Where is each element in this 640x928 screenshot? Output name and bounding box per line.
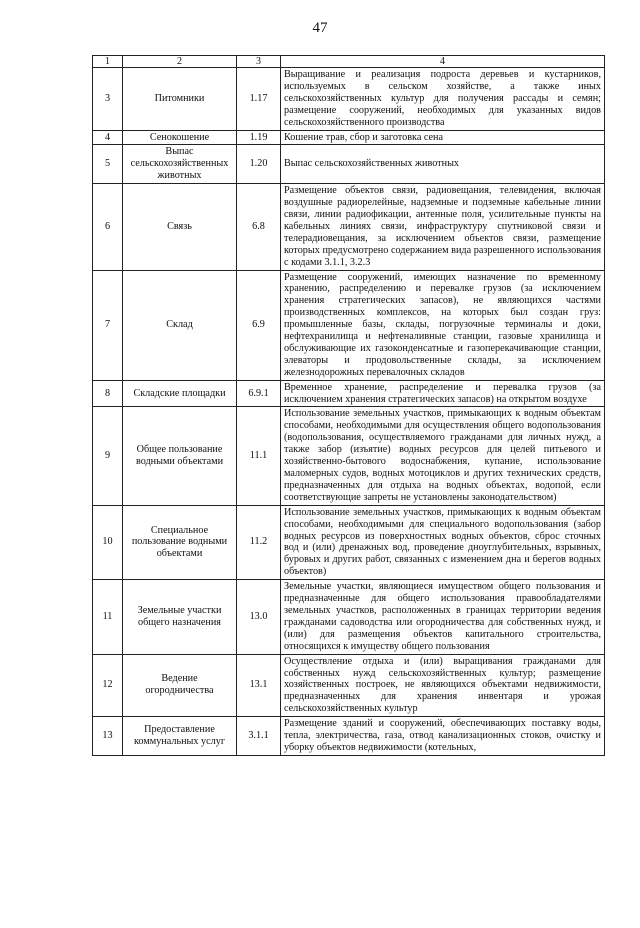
land-use-description: Размещение сооружений, имеющих назначение по временному хранению, распределению и перевалке грузов (за исключением хранения стратегических запасов), не являющихся частями производственных комплексов, на которых был создан груз: промышленные базы, склады, погрузочные терминалы и доки, нефтехранилища и нефтеналивные станции, газовые хранилища и обслуживающие их газоконденсатные и газоперекачивающие станции, элеваторы и продовольственные склады, за исключением железнодорожных перевалочных складов — [281, 270, 605, 380]
land-use-name: Ведение огородничества — [123, 654, 237, 717]
row-number: 7 — [93, 270, 123, 380]
land-use-name: Связь — [123, 184, 237, 270]
table-row — [93, 130, 605, 145]
land-use-description: Использование земельных участков, примыкающих к водным объектам способами, необходимыми для специального водопользования (забор водных ресурсов из поверхностных водных объектов, сброс сточных вод и (или) дренажных вод, проведение дноуглубительных, взрывных, буровых и других работ, связанных с изменением дна и берегов водных объектов) — [281, 505, 605, 579]
land-use-name: Выпас сельскохозяйственных животных — [123, 145, 237, 184]
land-use-code: 1.20 — [237, 145, 281, 184]
land-use-name: Питомники — [123, 68, 237, 131]
row-number: 3 — [93, 68, 123, 131]
land-use-description: Размещение зданий и сооружений, обеспечивающих поставку воды, тепла, электричества, газа, отвод канализационных стоков, очистку и уборку объектов недвижимости (котельных, — [281, 717, 605, 756]
land-use-code: 1.19 — [237, 130, 281, 145]
land-use-code: 13.0 — [237, 580, 281, 654]
land-use-code: 11.1 — [237, 407, 281, 505]
row-number: 10 — [93, 505, 123, 579]
row-number: 6 — [93, 184, 123, 270]
table-row — [93, 270, 605, 380]
table-row — [93, 654, 605, 717]
land-use-description: Земельные участки, являющиеся имуществом общего пользования и предназначенные для общего использования правообладателями земельных участков, расположенных в границах территории ведения гражданами садоводства или огородничества для собственных нужд, и (или) для размещения объектов капитального строительства, относящихся к имуществу общего пользования — [281, 580, 605, 654]
land-use-code: 6.9.1 — [237, 380, 281, 407]
row-number: 4 — [93, 130, 123, 145]
land-use-description: Выращивание и реализация подроста деревьев и кустарников, используемых в сельском хозяйстве, а также иных сельскохозяйственных культур для получения рассады и семян; размещение сооружений, необходимых для указанных видов сельскохозяйственного производства — [281, 68, 605, 131]
header-cell-1: 1 — [93, 56, 123, 68]
land-use-table — [92, 55, 605, 756]
header-cell-4: 4 — [281, 56, 605, 68]
land-use-name: Склад — [123, 270, 237, 380]
land-use-description: Использование земельных участков, примыкающих к водным объектам способами, необходимыми для осуществления общего водопользования (водопользования, осуществляемого гражданами для личных нужд, а также забор (изъятие) водных ресурсов для целей питьевого и хозяйственно-бытового водоснабжения, купание, использование маломерных судов, водных мотоциклов и других технических средств, предназначенных для отдыха на водных объектах, водопой, если соответствующие запреты не установлены законодательством) — [281, 407, 605, 505]
row-number: 13 — [93, 717, 123, 756]
table-row — [93, 717, 605, 756]
land-use-name: Предоставление коммунальных услуг — [123, 717, 237, 756]
land-use-code: 6.8 — [237, 184, 281, 270]
land-use-description: Размещение объектов связи, радиовещания, телевидения, включая воздушные радиорелейные, надземные и подземные кабельные линии связи, линии радиофикации, антенные поля, усилительные пункты на кабельных линиях связи, инфраструктуру спутниковой связи и телерадиовещания, за исключением объектов связи, размещение которых предусмотрено содержанием вида разрешенного использования с кодами 3.1.1, 3.2.3 — [281, 184, 605, 270]
land-use-name: Сенокошение — [123, 130, 237, 145]
row-number: 11 — [93, 580, 123, 654]
land-use-description: Осуществление отдыха и (или) выращивания гражданами для собственных нужд сельскохозяйственных культур; размещение хозяйственных построек, не являющихся объектами недвижимости, предназначенных для хранения инвентаря и урожая сельскохозяйственных культур — [281, 654, 605, 717]
land-use-code: 6.9 — [237, 270, 281, 380]
table-row — [93, 505, 605, 579]
land-use-name: Специальное пользование водными объектами — [123, 505, 237, 579]
table-header-row — [93, 56, 605, 68]
table-row — [93, 68, 605, 131]
header-cell-3: 3 — [237, 56, 281, 68]
row-number: 12 — [93, 654, 123, 717]
table-row — [93, 580, 605, 654]
land-use-name: Общее пользование водными объектами — [123, 407, 237, 505]
row-number: 5 — [93, 145, 123, 184]
land-use-name: Складские площадки — [123, 380, 237, 407]
land-use-code: 3.1.1 — [237, 717, 281, 756]
land-use-code: 1.17 — [237, 68, 281, 131]
row-number: 9 — [93, 407, 123, 505]
land-use-code: 11.2 — [237, 505, 281, 579]
land-use-description: Выпас сельскохозяйственных животных — [281, 145, 605, 184]
land-use-description: Кошение трав, сбор и заготовка сена — [281, 130, 605, 145]
land-use-code: 13.1 — [237, 654, 281, 717]
page-number: 47 — [312, 20, 328, 36]
table-row — [93, 407, 605, 505]
table-row — [93, 145, 605, 184]
table-row — [93, 380, 605, 407]
row-number: 8 — [93, 380, 123, 407]
table-row — [93, 184, 605, 270]
land-use-name: Земельные участки общего назначения — [123, 580, 237, 654]
land-use-description: Временное хранение, распределение и перевалка грузов (за исключением хранения стратегических запасов) на открытом воздухе — [281, 380, 605, 407]
header-cell-2: 2 — [123, 56, 237, 68]
